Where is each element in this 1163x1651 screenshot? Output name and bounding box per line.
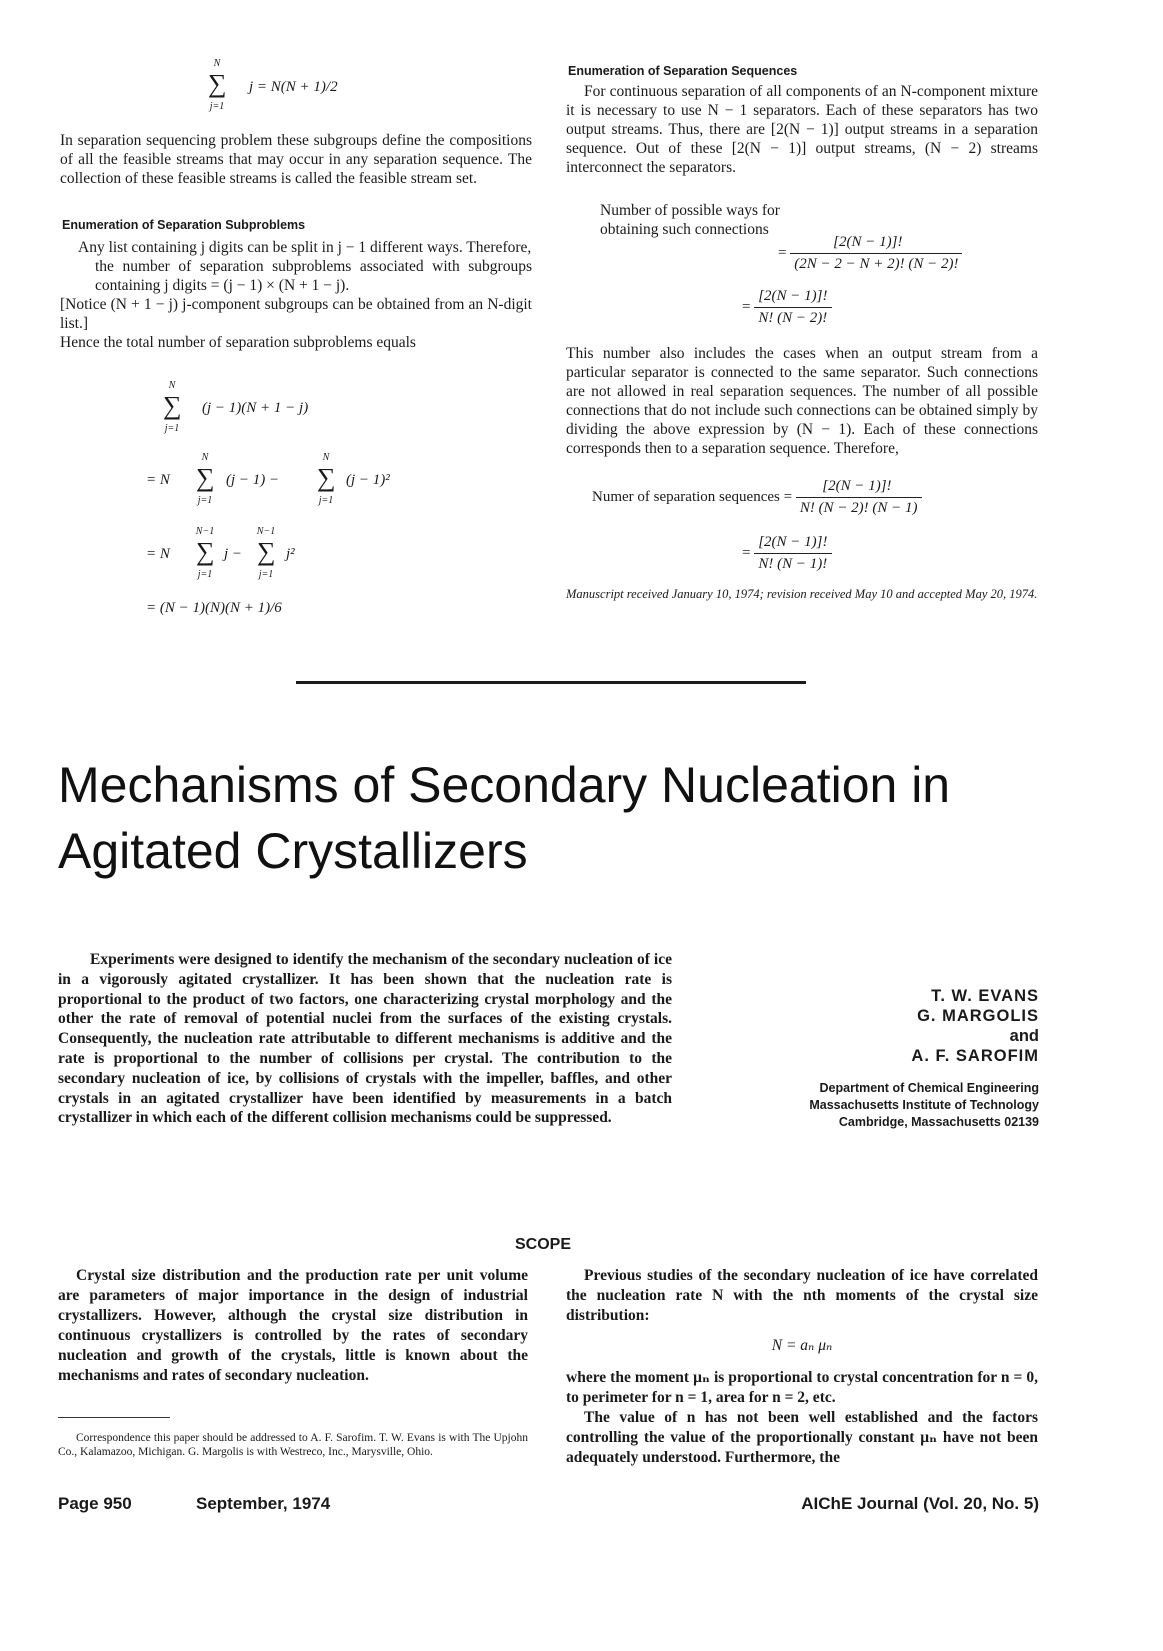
frac3-eq — [592, 478, 922, 517]
frac4-num: [2(N − 1)]! — [754, 534, 831, 554]
footer-date: September, 1974 — [196, 1494, 331, 1513]
sigma-symbol: ∑ — [208, 69, 227, 98]
sum-c1-lower: j=1 — [197, 569, 213, 580]
eq-sum-c — [146, 526, 476, 586]
footer-journal: AIChE Journal (Vol. 20, No. 5) — [801, 1494, 1039, 1513]
authors — [911, 986, 1039, 1066]
ways-label-2: obtaining such connections — [600, 221, 769, 238]
footnote-rule — [58, 1417, 170, 1418]
affiliation — [809, 1080, 1039, 1131]
eq-sum-j — [205, 58, 465, 128]
sum-lower: j=1 — [209, 101, 225, 112]
scope-right — [566, 1266, 1038, 1468]
equals-sign: = — [778, 244, 791, 261]
footer-page: Page 950 — [58, 1494, 132, 1513]
eq-sum-a — [160, 380, 460, 440]
affil-3: Cambridge, Massachusetts 02139 — [838, 1115, 1039, 1129]
scope-right-3: The value of n has not been well established and the factors controlling the value of the proportionally constant μₙ have not been adequately understood. Furthermore, the — [566, 1409, 1038, 1466]
sum-upper: N — [213, 58, 221, 69]
right-para2 — [566, 344, 1038, 458]
right-para1 — [566, 82, 1038, 177]
frac2 — [754, 288, 831, 327]
eq1-text: j = N(N + 1)/2 — [249, 79, 338, 95]
footnote: Correspondence this paper should be addressed to A. F. Sarofim. T. W. Evans is with The Upjohn Co., Kalamazoo, Michigan. G. Margolis is with Westreco, Inc., Marysville, Ohio. — [58, 1432, 528, 1458]
abstract-text: Experiments were designed to identify the mechanism of the secondary nucleation of ice in a vigorously agitated crystallizer. It has been shown that the nucleation rate is proportional to the product of two factors, one characterizing crystal morphology and the other the rate of removal of potential nuclei from the surfaces of the existing crystals. Consequently, the nucleation rate attributable to different mechanisms is additive and the rate is proportional to the number of collisions per crystal. The contribution to the secondary nucleation of ice, by collisions of crystals with the impeller, baffles, and other crystals in an agitated crystallizer have been identified by measurements in a batch crystallizer in which each of the different collision mechanisms could be suppressed. — [58, 951, 672, 1127]
left-para2: Any list containing j digits can be split in j − 1 different ways. Therefore, — [78, 239, 532, 256]
eqC-left: = N — [146, 546, 170, 562]
sum-c1-upper: N−1 — [195, 526, 215, 537]
left-para2-block — [60, 238, 532, 352]
sum-b2-lower: j=1 — [318, 495, 334, 506]
eqD-text: = (N − 1)(N)(N + 1)/6 — [146, 600, 282, 616]
left-para1 — [60, 131, 532, 188]
sum-b1-lower: j=1 — [197, 495, 213, 506]
sigma-symbol: ∑ — [317, 463, 336, 492]
sum-a-upper: N — [168, 380, 176, 391]
sum-a-lower: j=1 — [164, 423, 180, 434]
title-line2: Agitated Crystallizers — [58, 823, 528, 879]
frac2-eq — [742, 288, 832, 327]
left-para3: the number of separation subproblems associated with subgroups containing j digits = (j − 1) × (N + 1 − j). — [95, 258, 532, 294]
eqC-right: j² — [286, 546, 295, 562]
eq-sum-b — [146, 452, 476, 512]
left-para5: Hence the total number of separation subproblems equals — [60, 334, 416, 351]
eqB-left: = N — [146, 472, 170, 488]
author-and: and — [1009, 1027, 1039, 1045]
author-3: A. F. SAROFIM — [911, 1047, 1039, 1065]
divider-rule — [296, 681, 806, 684]
frac3 — [796, 478, 922, 517]
eqB-mid: (j − 1) − — [226, 472, 280, 488]
scope-eq: N = aₙ μₙ — [771, 1337, 833, 1354]
sigma-symbol: ∑ — [196, 537, 215, 566]
right-para2-text: This number also includes the cases when an output stream from a particular separator is connected to the same separator. Such connections are not allowed in real separation sequences. The number of all possible connections that do not include such connections can be obtained simply by dividing the above expression by (N − 1). Each of these connections corresponds then to a separation sequence. Therefore, — [566, 345, 1038, 457]
title-line1: Mechanisms of Secondary Nucleation in — [58, 757, 951, 813]
manuscript-note: Manuscript received January 10, 1974; revision received May 10 and accepted May 20, 1974. — [566, 587, 1038, 601]
left-para1-text: In separation sequencing problem these subgroups define the compositions of all the feasible streams that may occur in any separation sequence. The collection of these feasible streams is called the feasible stream set. — [60, 132, 532, 187]
frac4-den: N! (N − 1)! — [758, 556, 828, 572]
frac3-den: N! (N − 2)! (N − 1) — [799, 500, 918, 516]
author-1: T. W. EVANS — [931, 987, 1039, 1005]
affil-2: Massachusetts Institute of Technology — [809, 1098, 1039, 1112]
frac3-num: [2(N − 1)]! — [796, 478, 922, 498]
scope-left — [58, 1266, 528, 1386]
sum-b2-upper: N — [322, 452, 330, 463]
left-heading: Enumeration of Separation Subproblems — [62, 218, 306, 232]
sigma-symbol: ∑ — [163, 391, 182, 420]
equals-sign: = — [742, 544, 755, 561]
ways-label-1: Number of possible ways for — [600, 202, 780, 219]
scope-right-1: Previous studies of the secondary nucleation of ice have correlated the nucleation rate N with the nth moments of the crystal size distribution: — [566, 1267, 1038, 1324]
right-para1-text: For continuous separation of all components of an N-component mixture it is necessary to use N − 1 separators. Each of these separators has two output streams. Thus, there are [2(N − 1)] output streams in a separation sequence. Out of these [2(N − 1)] output streams, (N − 2) streams interconnect the separators. — [566, 83, 1038, 176]
frac1 — [790, 234, 962, 273]
abstract — [58, 950, 672, 1128]
sum-b1-upper: N — [201, 452, 209, 463]
seq-label: Numer of separation sequences = — [592, 488, 793, 505]
eqC-mid: j − — [224, 546, 243, 562]
frac2-num: [2(N − 1)]! — [754, 288, 831, 308]
affil-1: Department of Chemical Engineering — [819, 1081, 1039, 1095]
scope-left-text: Crystal size distribution and the production rate per unit volume are parameters of major importance in the design of industrial crystallizers. However, although the crystal size distribution in continuous crystallizers is controlled by the rates of secondary nucleation and growth of the crystals, little is known about the mechanisms and rates of secondary nucleation. — [58, 1267, 528, 1384]
eqA-text: (j − 1)(N + 1 − j) — [202, 400, 309, 416]
author-2: G. MARGOLIS — [917, 1007, 1039, 1025]
left-para4: [Notice (N + 1 − j) j-component subgroups can be obtained from an N-digit list.] — [60, 296, 532, 332]
scope-heading: SCOPE — [515, 1236, 572, 1253]
equals-sign: = — [742, 298, 755, 315]
right-heading: Enumeration of Separation Sequences — [568, 64, 798, 78]
article-title — [58, 752, 950, 884]
sum-c2-upper: N−1 — [256, 526, 276, 537]
frac1-eq — [778, 234, 962, 273]
frac4 — [754, 534, 831, 573]
frac1-den: (2N − 2 − N + 2)! (N − 2)! — [794, 256, 959, 272]
frac1-num: [2(N − 1)]! — [790, 234, 962, 254]
eqB-right: (j − 1)² — [346, 472, 390, 488]
scope-right-2: where the moment μₙ is proportional to crystal concentration for n = 0, to perimeter for n = 1, area for n = 2, etc. — [566, 1369, 1038, 1406]
sigma-symbol: ∑ — [257, 537, 276, 566]
frac2-den: N! (N − 2)! — [758, 310, 828, 326]
sum-c2-lower: j=1 — [258, 569, 274, 580]
frac4-eq — [742, 534, 832, 573]
sigma-symbol: ∑ — [196, 463, 215, 492]
